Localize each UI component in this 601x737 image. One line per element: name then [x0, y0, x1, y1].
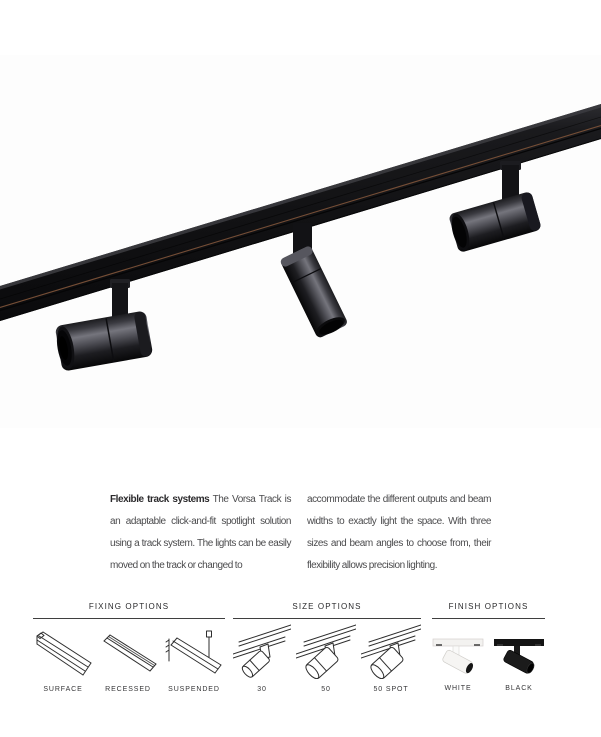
option-label: BLACK: [505, 685, 533, 692]
fixing-option-recessed: [99, 627, 157, 693]
size-50-spot-spotlight-icon: [361, 621, 421, 679]
hero-product-photo: [0, 55, 601, 430]
surface-track-icon: [33, 627, 93, 679]
white-finish-image: [432, 632, 484, 678]
option-label: 30: [257, 686, 267, 693]
size-option-30: [233, 621, 291, 693]
suspended-track-icon: [163, 627, 225, 679]
option-label: WHITE: [444, 685, 472, 692]
section-divider: [233, 618, 421, 619]
option-label: 50: [321, 686, 331, 693]
option-label: SURFACE: [43, 686, 83, 693]
intro-column-2: [307, 489, 491, 577]
section-divider: [33, 618, 225, 619]
fixing-option-suspended: [163, 627, 225, 693]
size-option-50: [296, 621, 356, 693]
size-options-heading: SIZE OPTIONS: [292, 602, 362, 611]
size-50-spotlight-icon: [296, 621, 356, 679]
option-label: 50 SPOT: [373, 686, 409, 693]
intro-column-1-text: The Vorsa Track is an adaptable click-and-fit spotlight solution using a track system. The lights can be easily moved on the track or changed to: [110, 494, 291, 571]
finish-option-black: [493, 632, 545, 692]
black-finish-image: [493, 632, 545, 678]
intro-column-2-text: accommodate the different outputs and beam widths to exactly light the space. With three sizes and beam angles to choose from, their flexibility allows precision lighting.: [307, 494, 491, 571]
finish-options-section: [432, 602, 545, 692]
fixing-options-section: [33, 602, 225, 693]
recessed-track-icon: [99, 627, 157, 679]
intro-lead: Flexible track systems: [110, 494, 210, 505]
section-divider: [432, 618, 545, 619]
size-options-section: [233, 602, 421, 693]
option-label: SUSPENDED: [168, 686, 220, 693]
finish-option-white: [432, 632, 484, 692]
size-option-50-spot: [361, 621, 421, 693]
intro-column-1: [110, 489, 291, 577]
fixing-options-heading: FIXING OPTIONS: [88, 602, 170, 611]
finish-options-heading: FINISH OPTIONS: [448, 602, 529, 611]
option-label: RECESSED: [105, 686, 151, 693]
size-30-spotlight-icon: [233, 621, 291, 679]
fixing-option-surface: [33, 627, 93, 693]
